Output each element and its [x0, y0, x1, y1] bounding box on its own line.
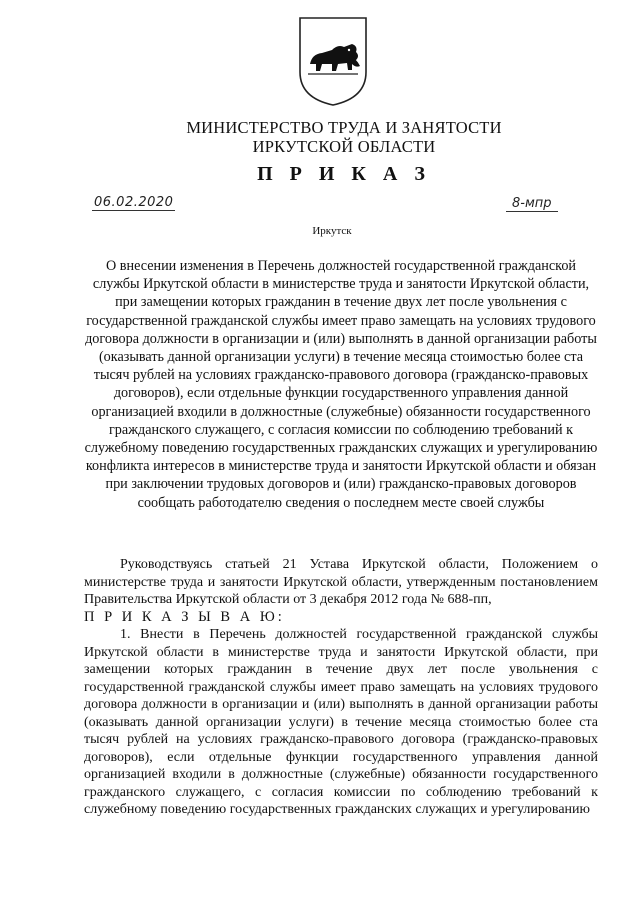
city-label: Иркутск: [312, 225, 352, 237]
order-title: П Р И К А З: [257, 163, 431, 185]
ministry-line-1: МИНИСТЕРСТВО ТРУДА И ЗАНЯТОСТИ: [186, 118, 502, 137]
order-subject: О внесении изменения в Перечень должностей государственной гражданской службы Иркутской области в министерстве труда и занятости Иркутской области, при замещении которых гражданин в течение двух лет после увольнения с государственной гражданской службы имеет право замещать на условиях трудового договора должности в организации и (или) выполнять в данной организации работы (оказывать данной организации услуги) в течение месяца стоимостью более ста тысяч рублей на условиях гражданско-правового договора (гражданско-правовых договоров), если отдельные функции государственного управления данной организацией входили в должностные (служебные) обязанности государственного гражданского служащего, с согласия комиссии по соблюдению требований к служебному поведению государственных гражданских служащих и урегулированию конфликта интересов в министерстве труда и занятости Иркутской области и обязан при заключении трудовых договоров и (или) гражданско-правовых договоров сообщать работодателю сведения о последнем месте своей службы: [84, 258, 598, 511]
irkutsk-coat-of-arms-icon: [294, 14, 372, 108]
order-body: [84, 556, 598, 819]
order-word: П Р И К А З Ы В А Ю:: [84, 608, 285, 625]
preamble-paragraph: Руководствуясь статьей 21 Устава Иркутской области, Положением о министерстве труда и занятости Иркутской области, утвержденным постановлением Правительства Иркутской области от 3 декабря 2012 года № 688-пп,: [84, 557, 598, 607]
order-date: 06.02.2020: [94, 195, 174, 210]
ministry-line-2: ИРКУТСКОЙ ОБЛАСТИ: [252, 137, 436, 156]
item-1-paragraph: 1. Внести в Перечень должностей государственной гражданской службы Иркутской области в министерстве труда и занятости Иркутской области, при замещении которых гражданин в течение двух лет после увольнения с государственной гражданской службы имеет право замещать на условиях трудового договора должности в организации и (или) выполнять в данной организации работы (оказывать данной организации услуги) в течение месяца стоимостью более ста тысяч рублей на условиях гражданско-правового договора (гражданско-правовых договоров), если отдельные функции государственного управления данной организацией входили в должностные (служебные) обязанности государственного гражданского служащего, с согласия комиссии по соблюдению требований к служебному поведению государственных гражданских служащих и урегулированию: [84, 627, 598, 817]
ministry-name: [0, 118, 640, 156]
order-number: 8-мпр: [506, 196, 558, 212]
